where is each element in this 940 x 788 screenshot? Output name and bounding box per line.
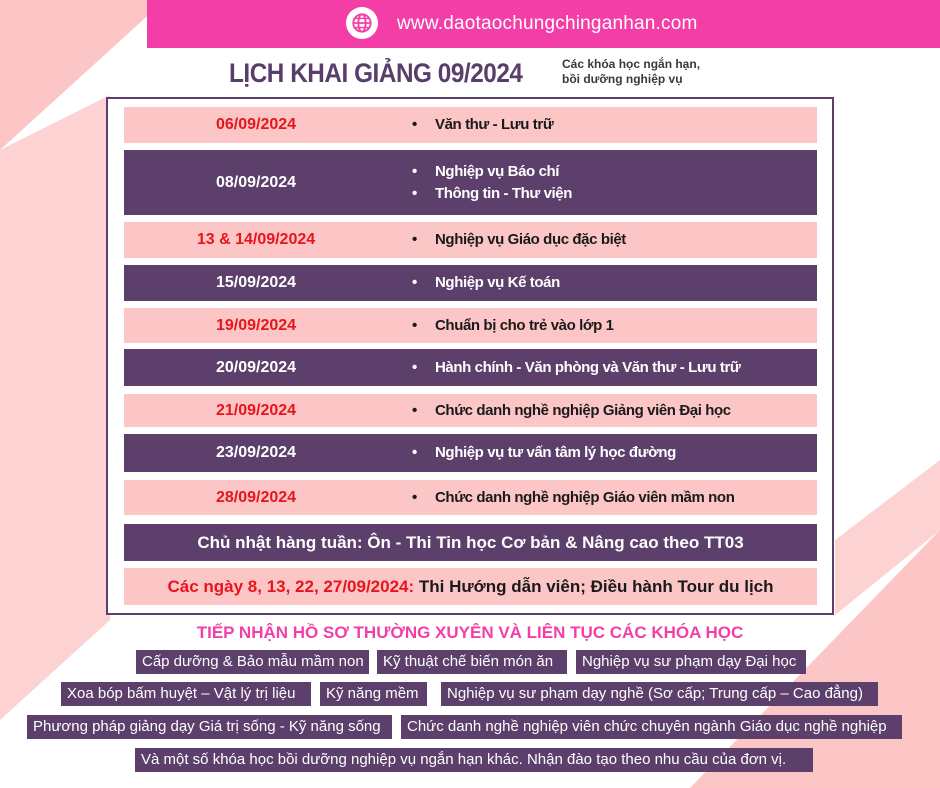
course-tag: Nghiệp vụ sư phạm dạy Đại học (576, 650, 806, 674)
course-item: • Nghiệp vụ Giáo dục đặc biệt (412, 229, 626, 251)
course-item: • Chức danh nghề nghiệp Giảng viên Đại học (412, 400, 731, 422)
course-tag: Kỹ năng mềm (320, 682, 427, 706)
schedule-row (124, 434, 817, 472)
schedule-row (124, 480, 817, 515)
globe-icon (346, 7, 378, 39)
course-item: • Chuẩn bị cho trẻ vào lớp 1 (412, 315, 614, 337)
course-list (388, 161, 572, 205)
course-tag: Xoa bóp bấm huyệt – Vật lý trị liệu (61, 682, 311, 706)
course-tag: Kỹ thuật chế biến món ăn (377, 650, 567, 674)
schedule-row (124, 222, 817, 258)
schedule-date: 15/09/2024 (215, 274, 297, 291)
course-item: • Nghiệp vụ tư vấn tâm lý học đường (412, 442, 676, 464)
schedule-date: 13 & 14/09/2024 (196, 231, 316, 248)
course-tag: Và một số khóa học bồi dưỡng nghiệp vụ ngắn hạn khác. Nhận đào tạo theo nhu cầu của đơn vị. (135, 748, 813, 772)
schedule-row (124, 107, 817, 143)
page-subtitle (562, 57, 732, 87)
course-item: • Nghiệp vụ Kế toán (412, 272, 560, 294)
weekly-note: Chủ nhật hàng tuần: Ôn - Thi Tin học Cơ bản & Nâng cao theo TT03 (124, 524, 817, 561)
course-list (388, 357, 740, 379)
course-list (388, 400, 731, 422)
page-title: LỊCH KHAI GIẢNG 09/2024 (229, 58, 523, 88)
course-tag: Cấp dưỡng & Bảo mẫu mầm non (136, 650, 369, 674)
course-item: • Thông tin - Thư viện (412, 183, 572, 205)
schedule-date: 20/09/2024 (215, 358, 297, 376)
course-tag: Nghiệp vụ sư phạm dạy nghề (Sơ cấp; Trung cấp – Cao đẳng) (441, 682, 878, 706)
exam-dates: Các ngày 8, 13, 22, 27/09/2024: (167, 576, 415, 596)
exam-text: Thi Hướng dẫn viên; Điều hành Tour du lịch (414, 576, 774, 596)
course-list (388, 487, 734, 509)
course-item: • Hành chính - Văn phòng và Văn thư - Lưu trữ (412, 357, 740, 379)
schedule-date: 08/09/2024 (215, 173, 297, 191)
schedule-date: 19/09/2024 (215, 316, 297, 334)
website-url[interactable]: www.daotaochungchinganhan.com (397, 13, 698, 34)
course-list (388, 442, 676, 464)
course-list (388, 272, 560, 294)
course-list (388, 229, 626, 251)
course-tag: Chức danh nghề nghiệp viên chức chuyên ngành Giáo dục nghề nghiệp (401, 715, 902, 739)
subtitle-line-2: bồi dưỡng nghiệp vụ (562, 72, 683, 86)
subtitle-line-1: Các khóa học ngắn hạn, (562, 57, 701, 71)
schedule-date: 23/09/2024 (215, 444, 297, 461)
course-item: • Chức danh nghề nghiệp Giáo viên mầm non (412, 487, 734, 509)
receive-title: TIẾP NHẬN HỒ SƠ THƯỜNG XUYÊN VÀ LIÊN TỤC CÁC KHÓA HỌC (196, 623, 744, 642)
schedule-date: 06/09/2024 (215, 116, 297, 133)
course-item: • Văn thư - Lưu trữ (412, 114, 553, 136)
schedule-date: 28/09/2024 (215, 488, 297, 506)
schedule-row (124, 265, 817, 301)
schedule-date: 21/09/2024 (215, 401, 297, 419)
exam-note (124, 568, 817, 605)
schedule-row (124, 308, 817, 343)
course-tag: Phương pháp giảng dạy Giá trị sống - Kỹ năng sống (27, 715, 392, 739)
course-item: • Nghiệp vụ Báo chí (412, 161, 572, 183)
course-list (388, 114, 553, 136)
schedule-row (124, 394, 817, 427)
course-list (388, 315, 614, 337)
schedule-row (124, 150, 817, 215)
schedule-row (124, 349, 817, 386)
